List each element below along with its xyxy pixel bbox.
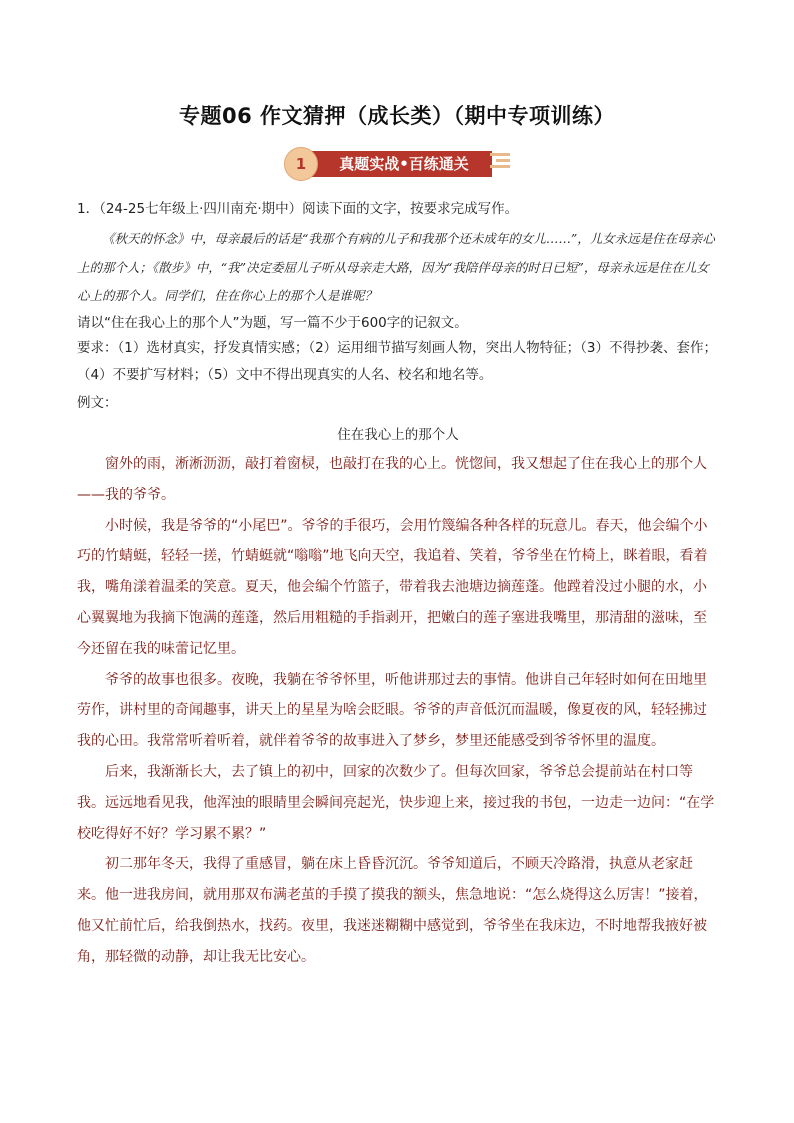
essay-paragraph: 后来，我渐渐长大，去了镇上的初中，回家的次数少了。但每次回家，爷爷总会提前站在村口等我。远远地看见我，他浑浊的眼睛里会瞬间亮起光，快步迎上来，接过我的书包，一边走一边问：“在学校吃得好不好？学习累不累？”	[77, 763, 715, 842]
essay-paragraph: 爷爷的故事也很多。夜晚，我躺在爷爷怀里，听他讲那过去的事情。他讲自己年轻时如何在田地里劳作，讲村里的奇闻趣事，讲天上的星星为啥会眨眼。爷爷的声音低沉而温暖，像夏夜的风，轻轻拂过我的心田。我常常听着听着，就伴着爷爷的故事进入了梦乡，梦里还能感受到爷爷怀里的温度。	[77, 671, 707, 750]
writing-requirements: 要求：（1）选材真实，抒发真情实感；（2）运用细节描写刻画人物，突出人物特征；（3）不得抄袭、套作；（4）不要扩写材料；（5）文中不得出现真实的人名、校名和地名等。	[77, 339, 718, 383]
question-stem: 1．（24-25七年级上·四川南充·期中）阅读下面的文字，按要求完成写作。	[77, 201, 519, 217]
essay-paragraph: 初二那年冬天，我得了重感冒，躺在床上昏昏沉沉。爷爷知道后，不顾天冷路滑，执意从老家赶来。他一进我房间，就用那双布满老茧的手摸了摸我的额头，焦急地说：“怎么烧得这么厉害！”接着，他又忙前忙后，给我倒热水，找药。夜里，我迷迷糊糊中感觉到，爷爷坐在我床边，不时地帮我掖好被角，那轻微的动静，却让我无比安心。	[77, 856, 708, 965]
reading-material: 《秋天的怀念》中，母亲最后的话是“我那个有病的儿子和我那个还未成年的女儿……”，儿女永远是住在母亲心上的那个人；《散步》中，“我”决定委屈儿子听从母亲走大路，因为“我陪伴母亲的时日已短”，母亲永远是住在儿女心上的那个人。同学们，住在你心上的那个人是谁呢？	[77, 231, 715, 303]
example-essay	[77, 421, 719, 973]
page-title: 专题06 作文猜押（成长类）（期中专项训练）	[178, 104, 616, 128]
banner-decoration-icon	[490, 153, 510, 175]
writing-instruction: 请以“住在我心上的那个人”为题，写一篇不少于600字的记叙文。	[77, 314, 468, 331]
example-label: 例文：	[77, 394, 118, 411]
essay-paragraph: 小时候，我是爷爷的“小尾巴”。爷爷的手很巧，会用竹篾编各种各样的玩意儿。春天，他会编个小巧的竹蜻蜓，轻轻一搓，竹蜻蜓就“嗡嗡”地飞向天空，我追着、笑着，爷爷坐在竹椅上，眯着眼，看着我，嘴角漾着温柔的笑意。夏天，他会编个竹篮子，带着我去池塘边摘莲蓬。他蹚着没过小腿的水，小心翼翼地为我摘下饱满的莲蓬，然后用粗糙的手指剥开，把嫩白的莲子塞进我嘴里，那清甜的滋味，至今还留在我的味蕾记忆里。	[77, 517, 708, 657]
section-number-badge: 1	[284, 147, 318, 181]
document-body	[77, 197, 719, 973]
section-banner	[284, 147, 510, 181]
essay-title: 住在我心上的那个人	[337, 427, 459, 443]
section-label: 真题实战•百练通关	[339, 155, 469, 173]
essay-paragraph: ——我的爷爷。	[77, 486, 175, 503]
essay-paragraph: 窗外的雨，淅淅沥沥，敲打着窗棂，也敲打在我的心上。恍惚间，我又想起了住在我心上的那个人	[105, 456, 707, 472]
